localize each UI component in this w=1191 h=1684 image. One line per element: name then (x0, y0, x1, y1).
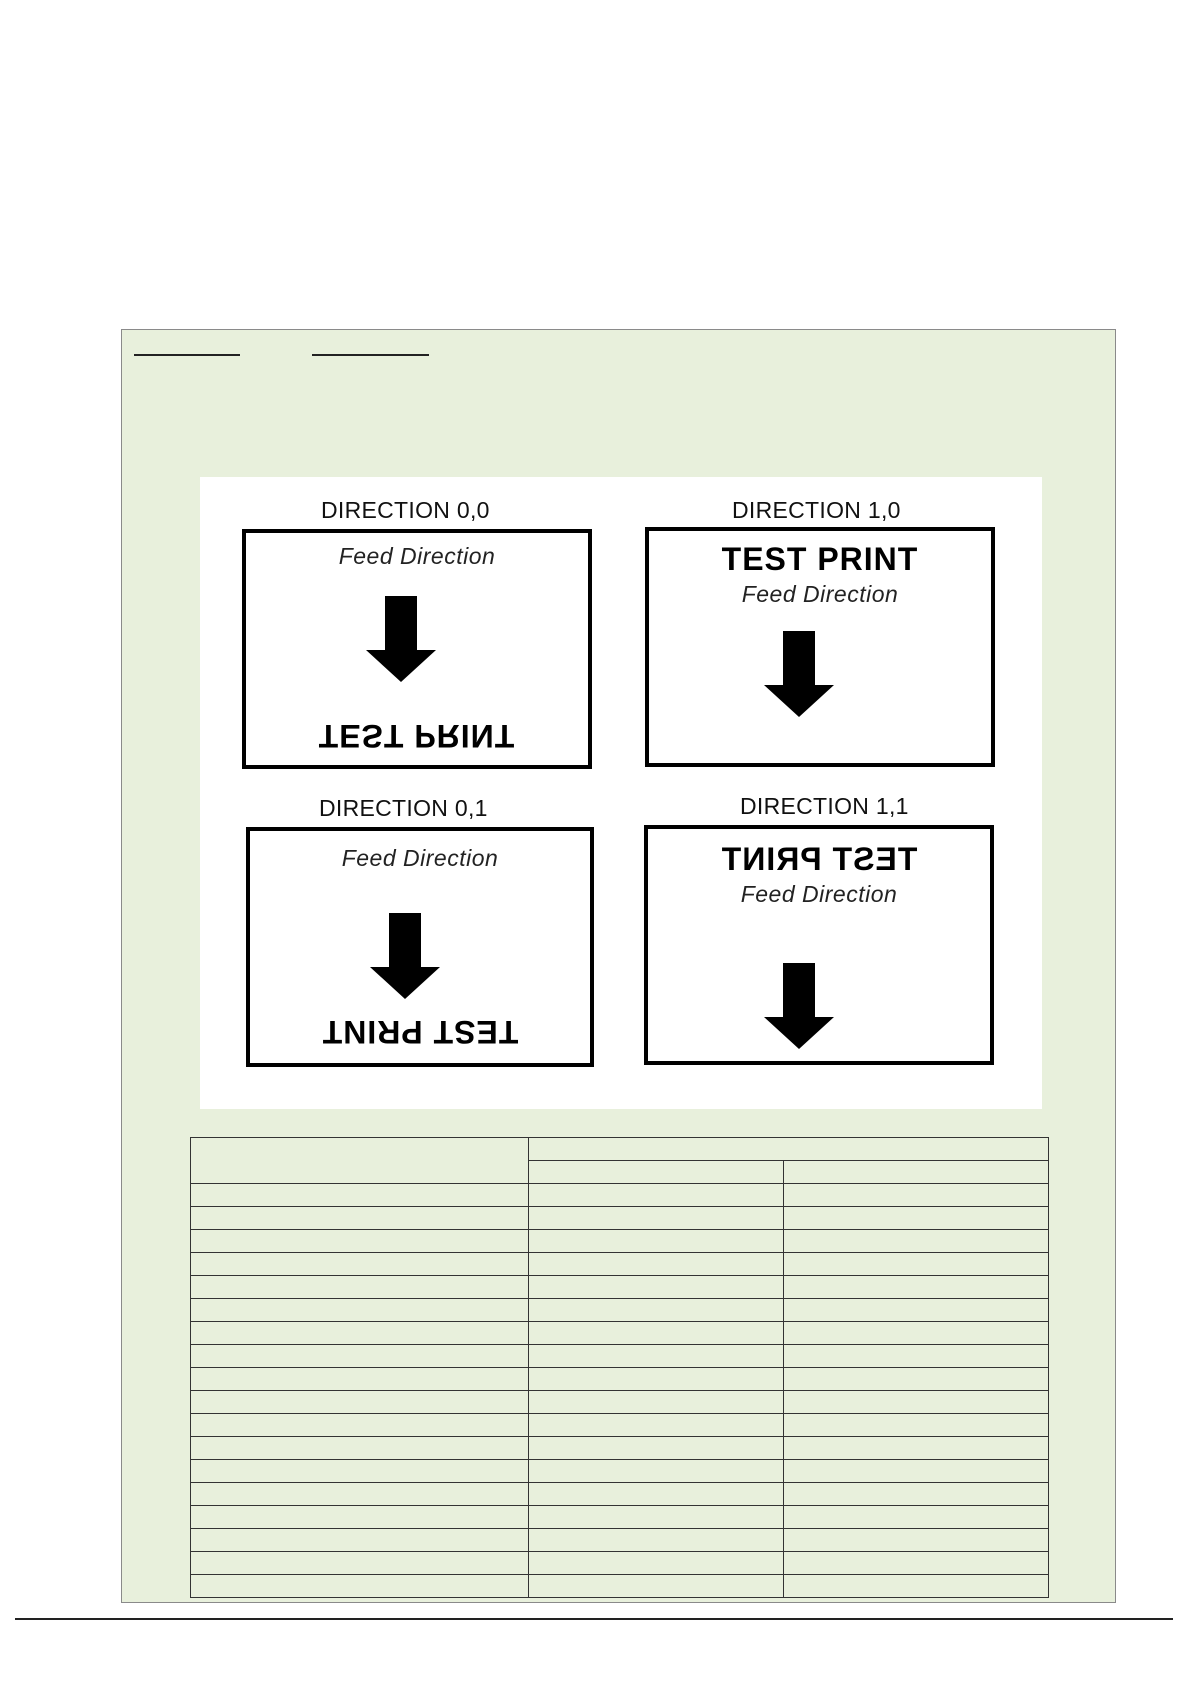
table-subheader-cell (529, 1161, 784, 1184)
feed-direction-label: Feed Direction (341, 845, 499, 871)
down-arrow-icon (370, 913, 440, 999)
table-cell (529, 1253, 784, 1276)
table-cell (529, 1184, 784, 1207)
table-cell (784, 1414, 1049, 1437)
down-arrow-icon (764, 963, 834, 1049)
table-cell (784, 1552, 1049, 1575)
table-cell (529, 1391, 784, 1414)
table-subheader-cell (784, 1161, 1049, 1184)
table-cell (529, 1552, 784, 1575)
table-cell (191, 1552, 529, 1575)
table-cell (784, 1230, 1049, 1253)
table-row (191, 1299, 1049, 1322)
table-cell (191, 1253, 529, 1276)
table-header-row (191, 1138, 1049, 1161)
table-cell (191, 1368, 529, 1391)
table-row (191, 1391, 1049, 1414)
print-direction-figure (200, 477, 1042, 1109)
label-box-1-1 (644, 825, 994, 1065)
table-cell (784, 1460, 1049, 1483)
table-header-cell (191, 1138, 529, 1184)
table-cell (784, 1529, 1049, 1552)
label-box-0-0 (242, 529, 592, 769)
table-cell (191, 1437, 529, 1460)
table-row (191, 1414, 1049, 1437)
table-row (191, 1483, 1049, 1506)
table-cell (784, 1391, 1049, 1414)
table-cell (191, 1322, 529, 1345)
table-row (191, 1230, 1049, 1253)
table-cell (191, 1184, 529, 1207)
table-cell (784, 1276, 1049, 1299)
table-cell (191, 1529, 529, 1552)
footer-rule (15, 1618, 1173, 1620)
table-cell (784, 1345, 1049, 1368)
table-cell (191, 1414, 529, 1437)
feed-direction-label: Feed Direction (740, 881, 898, 907)
table-cell (529, 1207, 784, 1230)
table-cell (191, 1483, 529, 1506)
down-arrow-icon (366, 596, 436, 682)
feed-direction-label: Feed Direction (741, 581, 899, 607)
table-cell (784, 1483, 1049, 1506)
label-box-0-1 (246, 827, 594, 1067)
down-arrow-icon (764, 631, 834, 717)
table-row (191, 1207, 1049, 1230)
table-cell (529, 1276, 784, 1299)
table-row (191, 1506, 1049, 1529)
table-cell (191, 1207, 529, 1230)
table-row (191, 1276, 1049, 1299)
heading-underline-right (312, 354, 429, 356)
test-print-label: TEST PRINT (721, 541, 919, 577)
label-box-1-0 (645, 527, 995, 767)
table-cell (784, 1253, 1049, 1276)
table-cell (529, 1322, 784, 1345)
table-cell (784, 1575, 1049, 1598)
table-cell (784, 1207, 1049, 1230)
table-row (191, 1460, 1049, 1483)
table-cell (529, 1230, 784, 1253)
table-cell (784, 1368, 1049, 1391)
table-header-cell (529, 1138, 1049, 1161)
test-print-label: TEST PRINT (720, 841, 918, 877)
content-panel (121, 329, 1116, 1603)
empty-table (190, 1137, 1049, 1598)
table-cell (529, 1345, 784, 1368)
table-cell (191, 1230, 529, 1253)
test-print-label: TEST PRINT (321, 1014, 519, 1050)
table-cell (784, 1437, 1049, 1460)
direction-title-0-0: DIRECTION 0,0 (321, 497, 490, 523)
table-cell (529, 1529, 784, 1552)
direction-title-0-1: DIRECTION 0,1 (319, 795, 488, 821)
table-cell (784, 1299, 1049, 1322)
table-cell (529, 1483, 784, 1506)
table-row (191, 1575, 1049, 1598)
feed-direction-label: Feed Direction (338, 543, 496, 569)
test-print-label: TEST PRINT (318, 718, 516, 754)
table-cell (529, 1414, 784, 1437)
table-row (191, 1529, 1049, 1552)
table-cell (191, 1575, 529, 1598)
table-cell (529, 1506, 784, 1529)
heading-underline-left (134, 354, 240, 356)
table-cell (529, 1575, 784, 1598)
table-row (191, 1322, 1049, 1345)
table-cell (529, 1460, 784, 1483)
table-cell (529, 1299, 784, 1322)
table-cell (784, 1506, 1049, 1529)
table-cell (191, 1299, 529, 1322)
table-row (191, 1345, 1049, 1368)
table-row (191, 1253, 1049, 1276)
table-cell (529, 1368, 784, 1391)
table-row (191, 1184, 1049, 1207)
table-row (191, 1437, 1049, 1460)
direction-title-1-0: DIRECTION 1,0 (732, 497, 901, 523)
table-cell (529, 1437, 784, 1460)
table-cell (191, 1276, 529, 1299)
table-cell (784, 1184, 1049, 1207)
table-cell (191, 1506, 529, 1529)
table-row (191, 1552, 1049, 1575)
table-cell (784, 1322, 1049, 1345)
table-cell (191, 1391, 529, 1414)
table-cell (191, 1460, 529, 1483)
table-row (191, 1368, 1049, 1391)
direction-title-1-1: DIRECTION 1,1 (740, 793, 909, 819)
table-cell (191, 1345, 529, 1368)
